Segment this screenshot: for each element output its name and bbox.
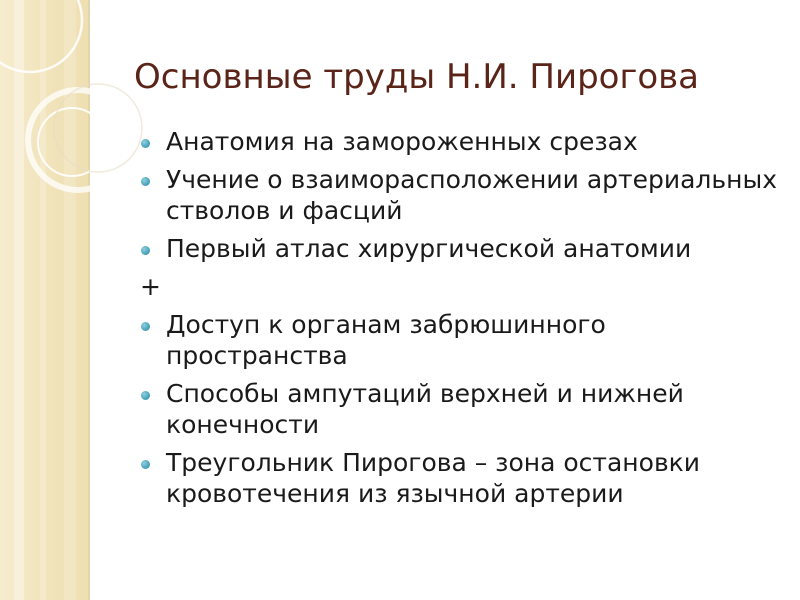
list-item <box>140 164 780 226</box>
list-item-text: Учение о взаиморасположении артериальных стволов и фасций <box>166 165 777 225</box>
bullet-icon <box>141 460 150 469</box>
bullet-icon <box>141 246 150 255</box>
bullet-icon <box>141 391 150 400</box>
list-item <box>140 447 780 509</box>
list-item <box>140 233 780 264</box>
panel-streak <box>64 0 76 600</box>
list-item-text: Анатомия на замороженных срезах <box>166 127 638 156</box>
panel-streak <box>14 0 24 600</box>
list-item <box>140 378 780 440</box>
slide-title: Основные труды Н.И. Пирогова <box>134 57 700 97</box>
bullet-list <box>140 126 780 516</box>
panel-streak <box>40 0 46 600</box>
list-item <box>140 126 780 157</box>
list-item <box>140 309 780 371</box>
plus-sign: + <box>140 272 161 301</box>
panel-edge <box>88 0 90 600</box>
list-item-text: Способы ампутаций верхней и нижней конечности <box>166 379 684 439</box>
list-item-text: Треугольник Пирогова – зона остановки кровотечения из язычной артерии <box>166 448 701 508</box>
side-panel <box>0 0 88 600</box>
bullet-icon <box>141 139 150 148</box>
list-item-text: Первый атлас хирургической анатомии <box>166 234 692 263</box>
bullet-icon <box>141 177 150 186</box>
list-item-text: Доступ к органам забрюшинного пространства <box>166 310 606 370</box>
list-item-separator <box>140 271 780 302</box>
bullet-icon <box>141 322 150 331</box>
